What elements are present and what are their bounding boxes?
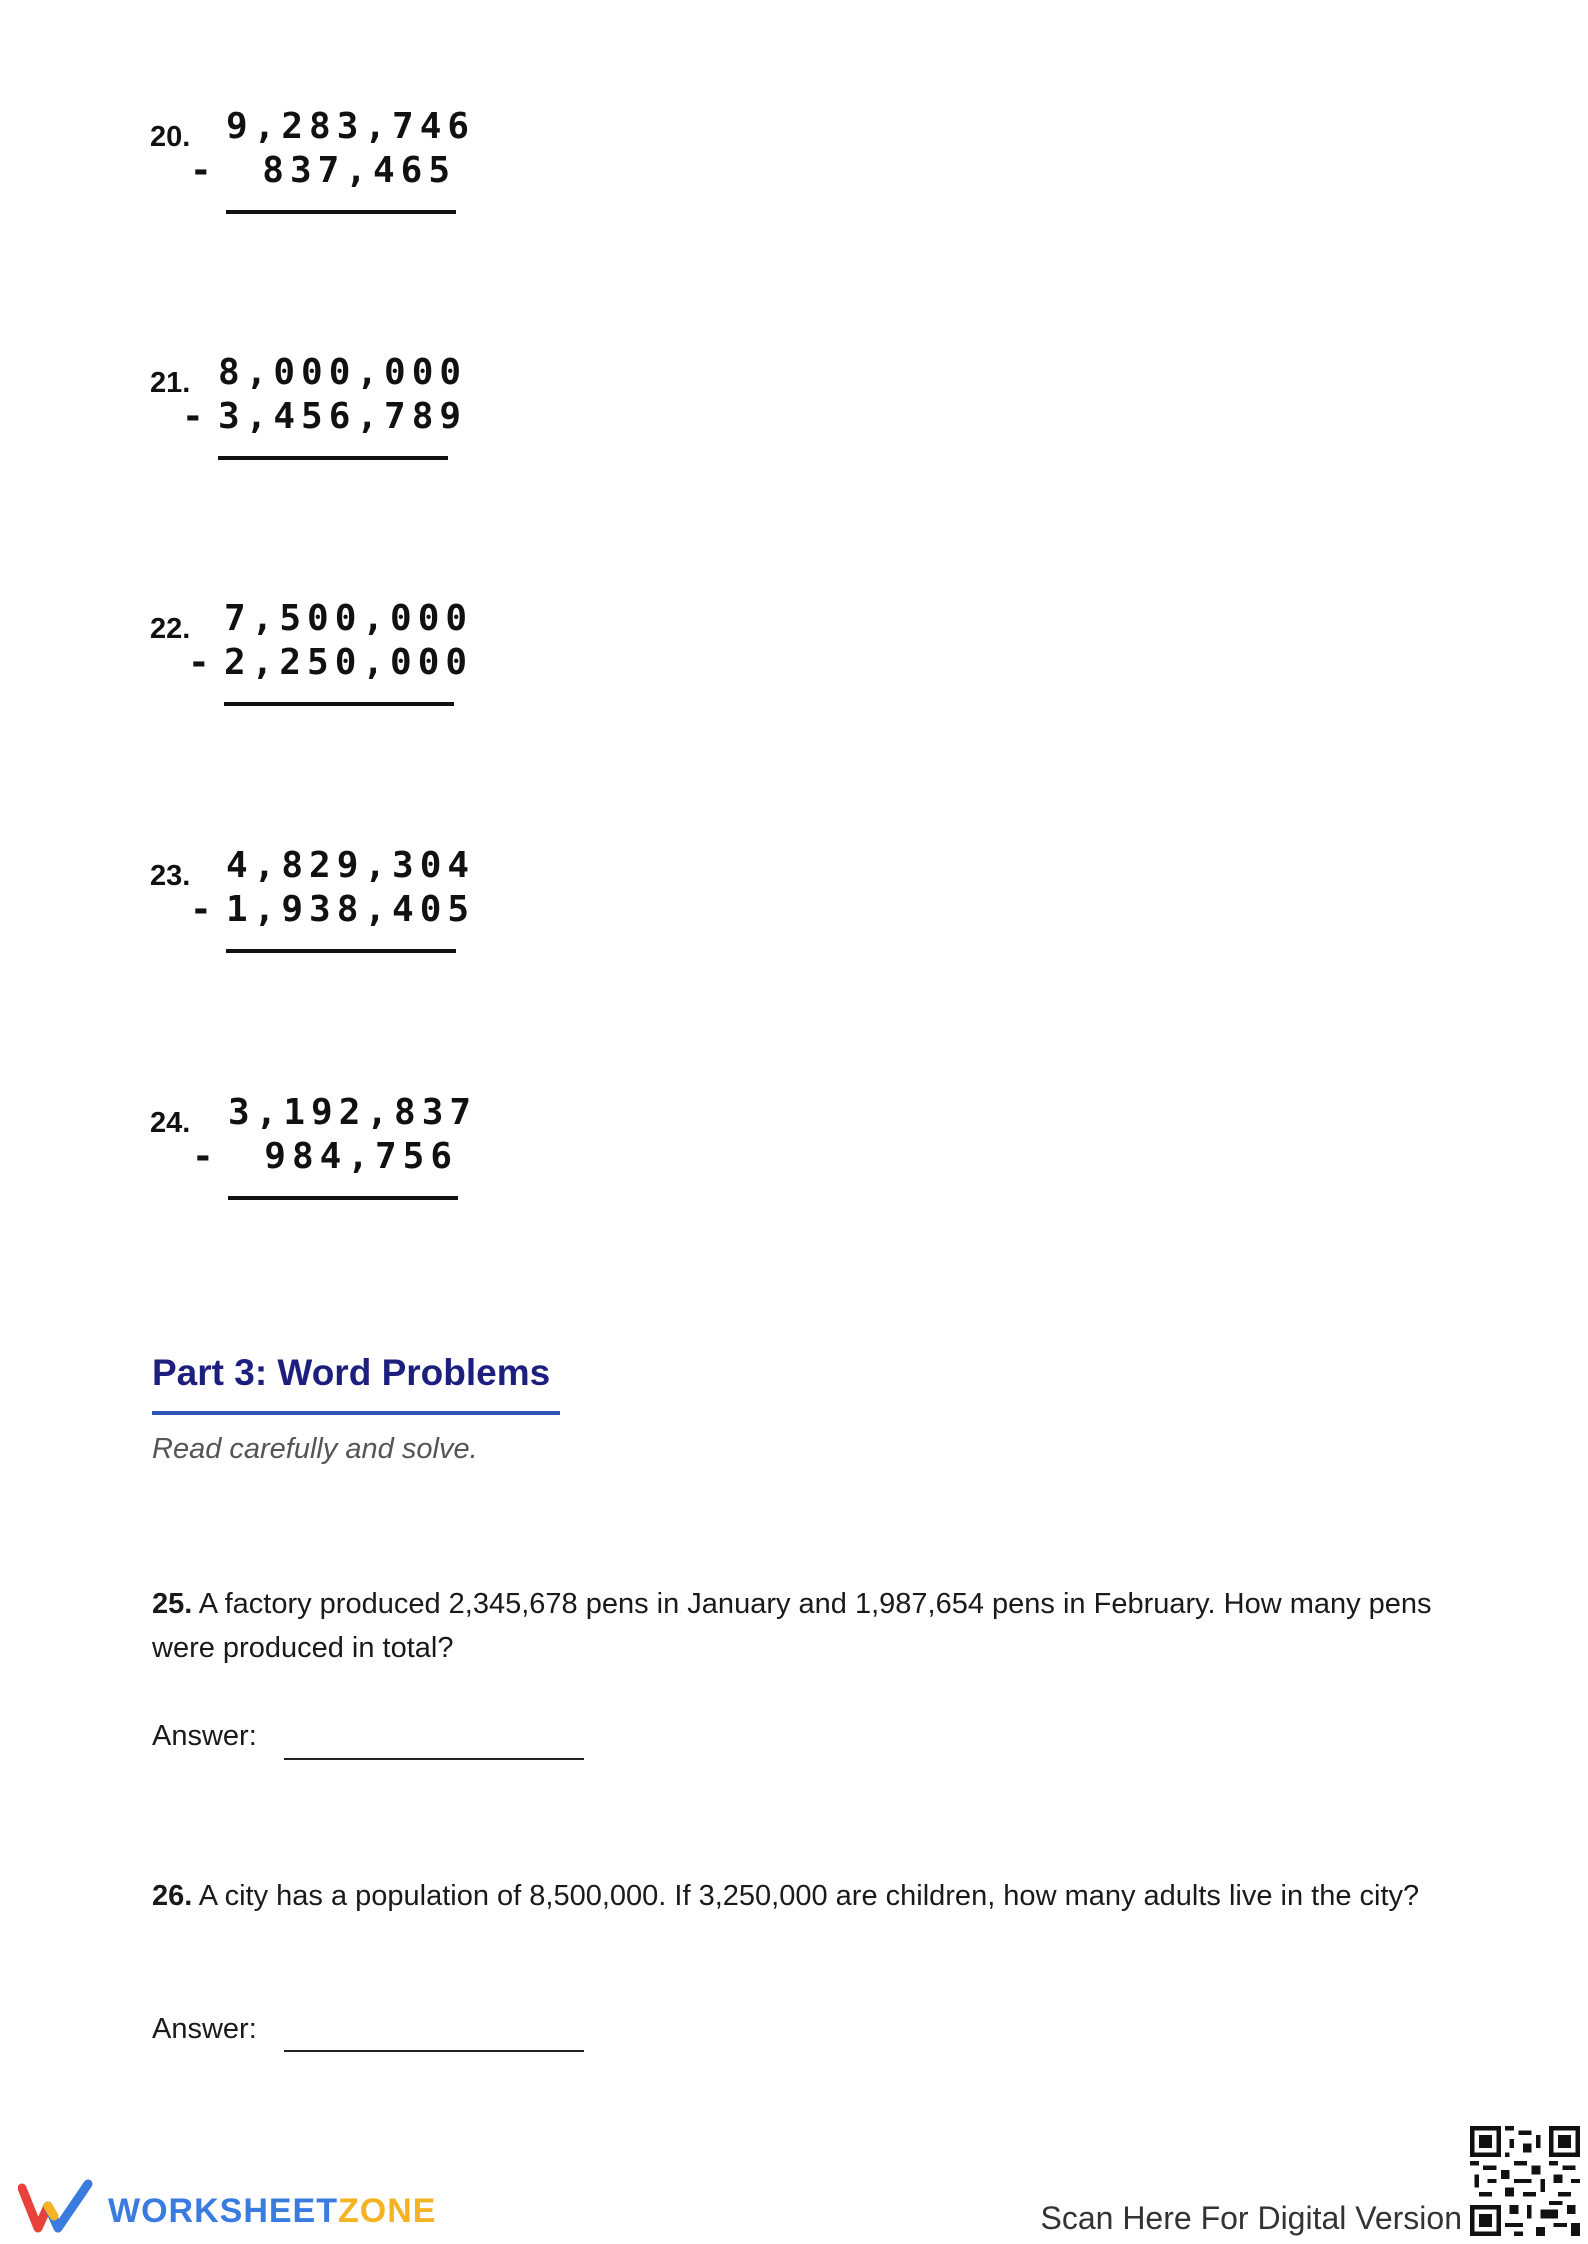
word-problem-25 bbox=[152, 1582, 1452, 1670]
answer-rule bbox=[226, 949, 456, 953]
word-problem-text: A factory produced 2,345,678 pens in January and 1,987,654 pens in February. How many pens were produced in total? bbox=[152, 1588, 1432, 1664]
answer-line[interactable] bbox=[284, 2050, 584, 2052]
subtrahend: 2,250,000 bbox=[224, 642, 474, 683]
answer-label: Answer: bbox=[152, 2013, 257, 2045]
answer-label: Answer: bbox=[152, 1720, 257, 1752]
minus-sign: - bbox=[190, 889, 212, 930]
answer-rule bbox=[226, 210, 456, 214]
logo-text-zone: ZONE bbox=[338, 2192, 437, 2230]
problem-number: 20. bbox=[150, 121, 191, 153]
subtrahend: 3,456,789 bbox=[218, 396, 468, 437]
minus-sign: - bbox=[192, 1136, 214, 1177]
minuend: 4,829,304 bbox=[226, 845, 476, 886]
minuend: 8,000,000 bbox=[218, 352, 468, 393]
answer-rule bbox=[228, 1196, 458, 1200]
word-problem-number: 26. bbox=[152, 1880, 193, 1912]
answer-rule bbox=[224, 702, 454, 706]
problem-number: 23. bbox=[150, 860, 191, 892]
problem-number: 22. bbox=[150, 613, 191, 645]
worksheetzone-logo-icon bbox=[18, 2176, 108, 2236]
subtrahend: 837,465 bbox=[262, 150, 456, 191]
problem-number: 21. bbox=[150, 367, 191, 399]
word-problem-text: A city has a population of 8,500,000. If 3,250,000 are children, how many adults live in the city? bbox=[198, 1880, 1420, 1912]
problem-number: 24. bbox=[150, 1107, 191, 1139]
minuend: 3,192,837 bbox=[228, 1092, 478, 1133]
logo-wordmark bbox=[108, 2192, 436, 2231]
word-problem-26 bbox=[152, 1874, 1452, 1918]
scan-caption: Scan Here For Digital Version bbox=[1040, 2200, 1462, 2236]
subtrahend: 1,938,405 bbox=[226, 889, 476, 930]
minus-sign: - bbox=[190, 150, 212, 191]
section-instructions: Read carefully and solve. bbox=[152, 1433, 478, 1465]
answer-line[interactable] bbox=[284, 1758, 584, 1760]
logo-text-worksheet: WORKSHEET bbox=[108, 2192, 338, 2230]
qr-code-icon[interactable] bbox=[1470, 2126, 1580, 2236]
minus-sign: - bbox=[188, 642, 210, 683]
answer-rule bbox=[218, 456, 448, 460]
section-underline bbox=[152, 1411, 560, 1415]
minuend: 9,283,746 bbox=[226, 106, 476, 147]
minus-sign: - bbox=[182, 396, 204, 437]
subtrahend: 984,756 bbox=[264, 1136, 458, 1177]
word-problem-number: 25. bbox=[152, 1588, 193, 1620]
section-title: Part 3: Word Problems bbox=[152, 1352, 551, 1393]
minuend: 7,500,000 bbox=[224, 598, 474, 639]
